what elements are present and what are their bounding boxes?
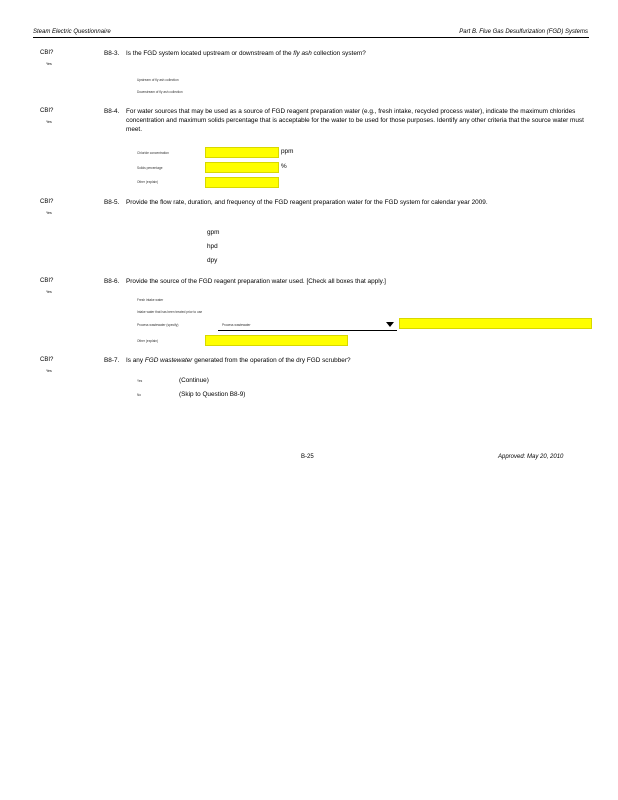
solids-input[interactable] — [205, 162, 279, 173]
choice-yes-action: (Continue) — [179, 377, 209, 384]
cbi-yes-checkbox[interactable]: Yes — [46, 120, 52, 124]
field-label-chloride: Chloride concentration — [137, 151, 169, 155]
approval-date: Approved: May 20, 2010 — [498, 454, 564, 460]
unit-dpy: dpy — [207, 257, 218, 264]
option-downstream[interactable]: Downstream of fly ash collection — [137, 90, 183, 94]
cbi-label: CBI? — [40, 199, 54, 205]
cbi-yes-checkbox[interactable]: Yes — [46, 211, 52, 215]
header-title-right: Part B. Flue Gas Desulfurization (FGD) Systems — [459, 29, 588, 35]
question-number: B8-5. — [104, 199, 120, 206]
source-option-process[interactable]: Process wastewater (specify) — [137, 323, 179, 327]
page-number: B-25 — [301, 454, 314, 460]
unit-percent: % — [281, 163, 287, 170]
chloride-input[interactable] — [205, 147, 279, 158]
unit-hpd: hpd — [207, 243, 218, 250]
question-text: Provide the flow rate, duration, and frequency of the FGD reagent preparation water for the FGD system for calendar year 2009. — [126, 199, 488, 206]
field-label-solids: Solids percentage — [137, 166, 163, 170]
question-text: For water sources that may be used as a source of FGD reagent preparation water (e.g., fresh intake, recycled process water), indicate the maximum chlorides concentration and maximum solids percentage that is acceptable for the water to be used for those purposes. Identify any other criteria that the source water must meet. — [126, 108, 584, 133]
cbi-label: CBI? — [40, 108, 54, 114]
chevron-down-icon[interactable] — [386, 322, 394, 327]
header-divider — [33, 37, 589, 38]
question-text: Is the FGD system located upstream or downstream of the fly ash collection system? — [126, 50, 366, 57]
other-criteria-input[interactable] — [205, 177, 279, 188]
question-number: B8-6. — [104, 278, 120, 285]
cbi-label: CBI? — [40, 50, 54, 56]
choice-no-action: (Skip to Question B8-9) — [179, 391, 246, 398]
dropdown-underline — [218, 330, 397, 331]
source-option-treated[interactable]: Intake water that has been treated prior to use — [137, 310, 203, 314]
source-option-fresh[interactable]: Fresh intake water — [137, 298, 164, 302]
cbi-label: CBI? — [40, 357, 54, 363]
cbi-yes-checkbox[interactable]: Yes — [46, 62, 52, 66]
question-number: B8-4. — [104, 108, 120, 115]
question-number: B8-7. — [104, 357, 120, 364]
choice-no[interactable]: No — [137, 393, 142, 397]
choice-yes[interactable]: Yes — [137, 379, 143, 383]
option-upstream[interactable]: Upstream of fly ash collection — [137, 78, 179, 82]
process-wastewater-specify-input[interactable] — [399, 318, 592, 329]
unit-gpm: gpm — [207, 229, 220, 236]
question-text: Is any FGD wastewater generated from the operation of the dry FGD scrubber? — [126, 357, 351, 364]
header-title-left: Steam Electric Questionnaire — [33, 29, 111, 35]
unit-ppm: ppm — [281, 148, 294, 155]
source-option-process-select[interactable]: Process wastewater — [222, 323, 251, 327]
source-option-other[interactable]: Other (explain) — [137, 339, 159, 343]
question-text: Provide the source of the FGD reagent preparation water used. [Check all boxes that apply.] — [126, 278, 386, 285]
cbi-label: CBI? — [40, 278, 54, 284]
cbi-yes-checkbox[interactable]: Yes — [46, 290, 52, 294]
field-label-other: Other (explain) — [137, 180, 159, 184]
other-source-input[interactable] — [205, 335, 348, 346]
cbi-yes-checkbox[interactable]: Yes — [46, 369, 52, 373]
question-number: B8-3. — [104, 50, 120, 57]
